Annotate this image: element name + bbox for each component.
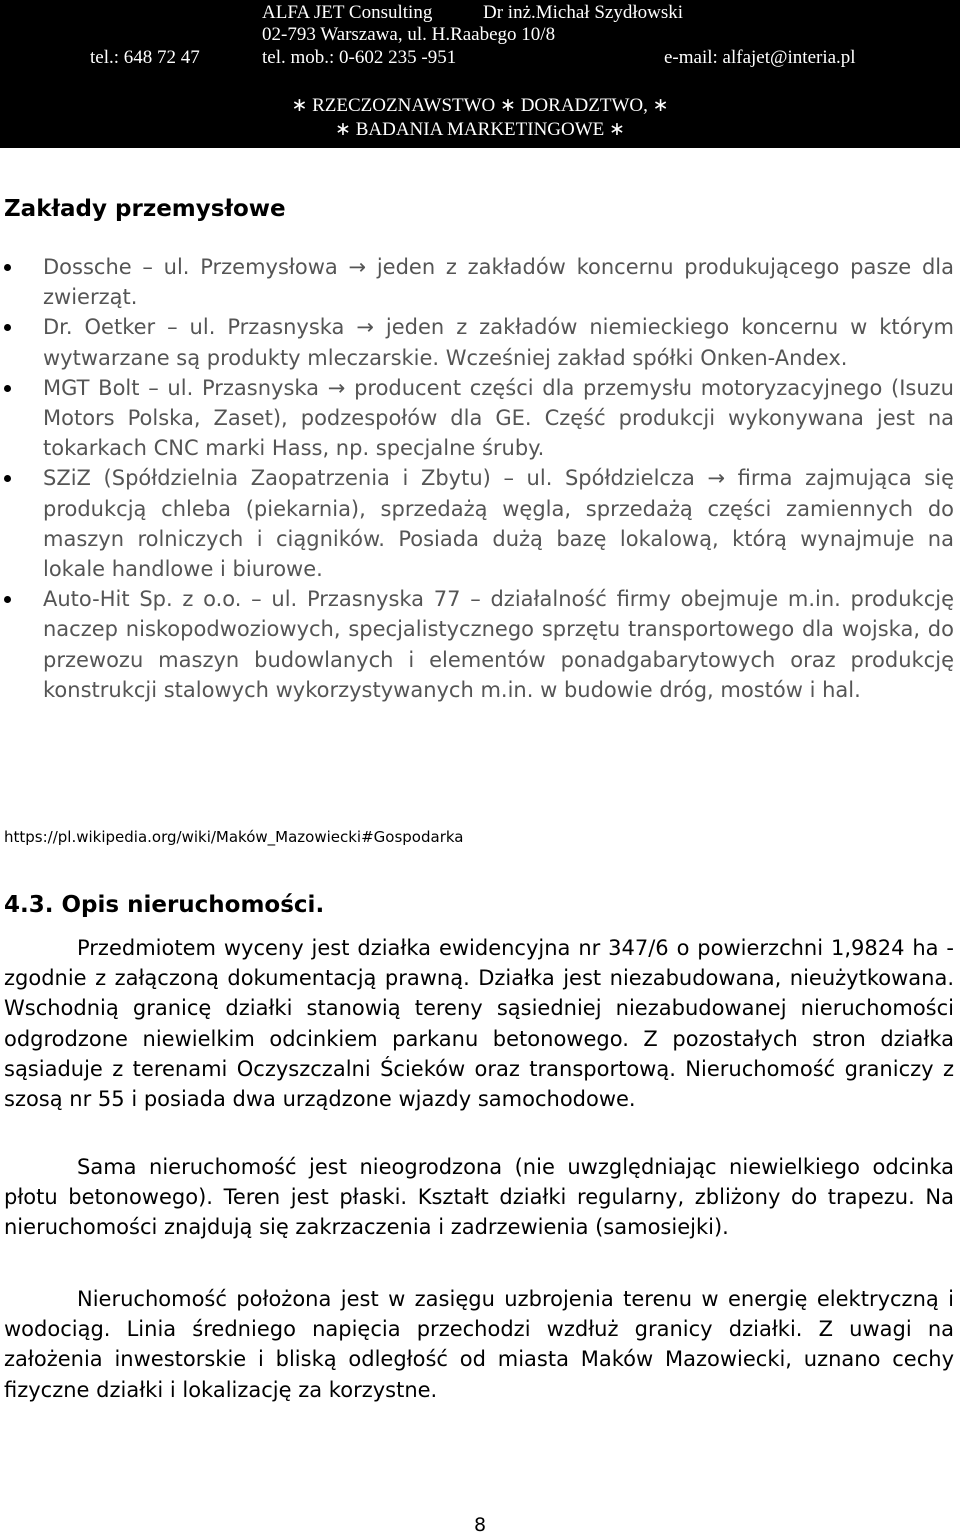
email: e-mail: alfajet@interia.pl — [664, 47, 856, 68]
bullet-icon — [4, 264, 11, 271]
phone: tel.: 648 72 47 — [90, 47, 200, 68]
paragraph-3: Nieruchomość położona jest w zasięgu uzbrojenia terenu w energię elektryczną i wodociąg. Linia średniego napięcia przechodzi wzdłuż granicy działki. Z uwagi na założenia inwestorskie i bliską odległość od miasta Maków Mazowiecki, uznano cechy fizyczne działki i lokalizację za korzystne. — [4, 1287, 954, 1402]
page-number: 8 — [473, 1514, 487, 1536]
source-link[interactable]: https://pl.wikipedia.org/wiki/Maków_Mazowiecki#Gospodarka — [4, 828, 464, 846]
list-item — [0, 373, 960, 464]
list-item-text: MGT Bolt – ul. Przasnyska → producent części dla przemysłu motoryzacyjnego (Isuzu Motors Polska, Zaset), podzespołów dla GE. Część produkcji wykonywana jest na tokarkach CNC marki Hass, np. specjalne śruby. — [43, 375, 954, 461]
section-heading: Zakłady przemysłowe — [4, 196, 286, 222]
company-name: ALFA JET Consulting — [262, 2, 433, 23]
bullet-icon — [4, 324, 11, 331]
paragraph-1: Przedmiotem wyceny jest działka ewidencyjna nr 347/6 o powierzchni 1,9824 ha - zgodnie z załączoną dokumentacją prawną. Działka jest niezabudowana, nieużytkowana. Wschodnią granicę działki stanowią tereny sąsiedniej niezabudowanej nieruchomości odgrodzone niewielkim odcinkiem parkanu betonowego. Z pozostałych stron działka sąsiaduje z terenami Oczyszczalni Ścieków oraz transportową. Nieruchomość graniczy z szosą nr 55 i posiada dwa urządzone wjazdy samochodowe. — [4, 936, 954, 1112]
list-item — [0, 312, 960, 372]
list-item-text: Dr. Oetker – ul. Przasnyska → jeden z zakładów niemieckiego koncernu w którym wytwarzane są produkty mleczarskie. Wcześniej zakład spółki Onken-Andex. — [43, 315, 954, 370]
mobile-phone: tel. mob.: 0-602 235 -951 — [262, 47, 457, 68]
plants-list — [0, 252, 960, 705]
services-line-2: ∗ BADANIA MARKETINGOWE ∗ — [335, 119, 625, 140]
list-item-text: Dossche – ul. Przemysłowa → jeden z zakładów koncernu produkującego pasze dla zwierząt. — [43, 255, 954, 310]
section-2-heading: 4.3. Opis nieruchomości. — [4, 892, 325, 918]
bullet-icon — [4, 385, 11, 392]
paragraph-2: Sama nieruchomość jest nieogrodzona (nie uwzględniając niewielkiego odcinka płotu betonowego). Teren jest płaski. Kształt działki regularny, zbliżony do trapezu. Na nieruchomości znajdują się zakrzaczenia i zadrzewienia (samosiejki). — [4, 1155, 954, 1240]
bullet-icon — [4, 596, 11, 603]
services-line-1: ∗ RZECZOZNAWSTWO ∗ DORADZTWO, ∗ — [291, 95, 669, 116]
list-item-text: Auto-Hit Sp. z o.o. – ul. Przasnyska 77 – działalność firmy obejmuje m.in. produkcję naczep niskopodwoziowych, specjalistycznego sprzętu transportowego dla wojska, do przewozu maszyn budowlanych i elementów ponadgabarytowych oraz produkcję konstrukcji stalowych wykorzystywanych m.in. w budowie dróg, mostów i hal. — [43, 587, 954, 702]
list-item — [0, 463, 960, 584]
owner-name: Dr inż.Michał Szydłowski — [483, 2, 684, 23]
bullet-icon — [4, 475, 11, 482]
company-address: 02-793 Warszawa, ul. H.Raabego 10/8 — [262, 24, 556, 45]
list-item — [0, 252, 960, 312]
list-item-text: SZiZ (Spółdzielnia Zaopatrzenia i Zbytu) – ul. Spółdzielcza → firma zajmująca się produkcją chleba (piekarnia), sprzedażą węgla, sprzedażą części zamiennych do maszyn rolniczych i ciągników. Posiada dużą bazę lokalową, którą wynajmuje na lokale handlowe i biurowe. — [43, 466, 954, 582]
list-item — [0, 584, 960, 705]
